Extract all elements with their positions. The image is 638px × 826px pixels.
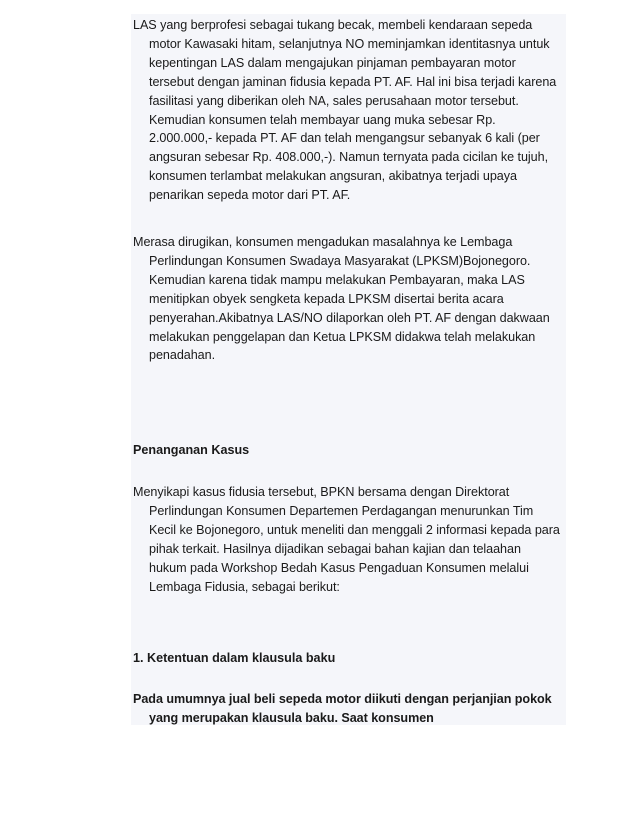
text-line: melakukan penggelapan dan Ketua LPKSM didakwa telah melakukan [149, 329, 536, 344]
text-line: menitipkan obyek sengketa kepada LPKSM disertai berita acara [149, 291, 504, 306]
text-line: pihak terkait. Hasilnya dijadikan sebagai bahan kajian dan telaahan [149, 541, 521, 556]
text-line: penyerahan.Akibatnya LAS/NO dilaporkan oleh PT. AF dengan dakwaan [149, 310, 550, 325]
standard-clause-paragraph [133, 690, 569, 728]
text-line: Perlindungan Konsumen Departemen Perdagangan menurunkan Tim [149, 503, 534, 518]
text-line: Merasa dirugikan, konsumen mengadukan masalahnya ke Lembaga [133, 235, 513, 249]
text-line: yang merupakan klausula baku. Saat konsumen [149, 710, 434, 725]
text-line: Perlindungan Konsumen Swadaya Masyarakat (LPKSM)Bojonegoro. [149, 253, 531, 268]
text-line: penadahan. [149, 348, 216, 363]
text-line: kepentingan LAS dalam mengajukan pinjaman pembayaran motor [149, 55, 516, 70]
text-line: tersebut dengan jaminan fidusia kepada PT. AF. Hal ini bisa terjadi karena [149, 74, 557, 89]
case-handling-paragraph [133, 483, 569, 596]
text-line: Kemudian konsumen telah membayar uang muka sebesar Rp. [149, 112, 496, 127]
text-line: Kemudian karena tidak mampu melakukan Pembayaran, maka LAS [149, 272, 525, 287]
text-line: Pada umumnya jual beli sepeda motor diikuti dengan perjanjian pokok [133, 692, 552, 706]
text-line: Kecil ke Bojonegoro, untuk meneliti dan menggali 2 informasi kepada para [149, 522, 560, 537]
section-heading: Penanganan Kasus [133, 443, 250, 457]
text-line: penarikan sepeda motor dari PT. AF. [149, 188, 351, 203]
subsection-heading: 1. Ketentuan dalam klausula baku [133, 651, 336, 665]
text-line: Menyikapi kasus fidusia tersebut, BPKN bersama dengan Direktorat [133, 485, 510, 499]
text-line: fasilitasi yang diberikan oleh NA, sales perusahaan motor tersebut. [149, 93, 519, 108]
text-line: Lembaga Fidusia, sebagai berikut: [149, 579, 340, 594]
text-line: motor Kawasaki hitam, selanjutnya NO meminjamkan identitasnya untuk [149, 36, 550, 51]
text-line: konsumen terlambat melakukan angsuran, akibatnya terjadi upaya [149, 169, 517, 184]
text-line: 2.000.000,- kepada PT. AF dan telah mengangsur sebanyak 6 kali (per [149, 131, 540, 146]
complaint-paragraph [133, 233, 569, 365]
text-line: hukum pada Workshop Bedah Kasus Pengaduan Konsumen melalui [149, 560, 529, 575]
text-line: angsuran sebesar Rp. 408.000,-). Namun ternyata pada cicilan ke tujuh, [149, 150, 549, 165]
case-description-paragraph [133, 16, 569, 205]
text-line: LAS yang berprofesi sebagai tukang becak, membeli kendaraan sepeda [133, 18, 533, 32]
